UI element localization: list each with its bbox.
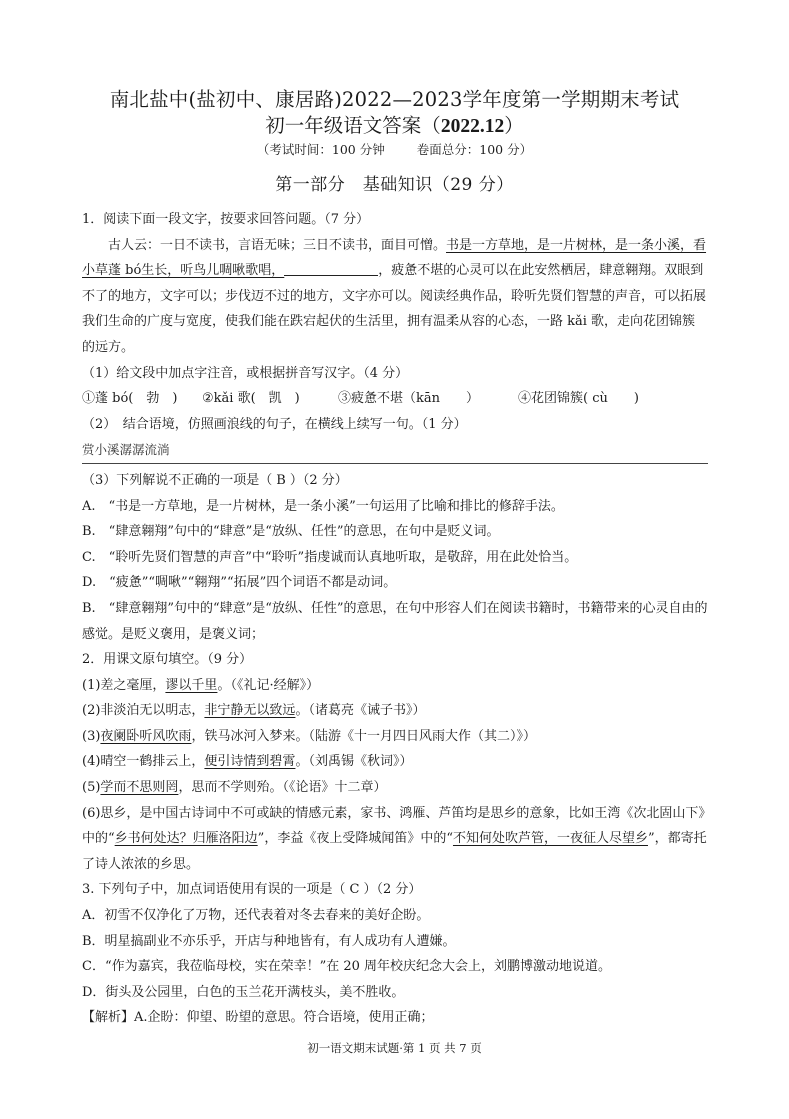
q1-passage-c: ，疲惫不堪的心灵可以在此安然栖居，肆意翱翔。双眼到不了的地方，文字可以；步伐迈不过的地方，文字亦可以。阅读经典作品，聆听先贤们智慧的声音，可以拓展我们生命的广度与宽度，使我们能在跌宕起伏的生活里，拥有温柔从容的心态，一路 kǎi 歌，走向花团锦簇的远方。 xyxy=(82,263,707,355)
q2-heading: 2．用课文原句填空。（9 分） xyxy=(82,652,253,668)
q1-sub1: （1）给文段中加点字注音，或根据拼音写汉字。（4 分） xyxy=(82,365,409,381)
q2-item-answer: 便引诗情到碧霄 xyxy=(204,754,296,770)
q1-sub1-answers xyxy=(82,386,708,412)
q1-option-explanation: B. “肆意翱翔”句中的“肆意”是“放纵、任性”的意思，在句中形容人们在阅读书籍时，书籍带来的心灵自由的感觉。是贬义褒用，是褒义词； xyxy=(82,600,708,642)
q3-answer: C xyxy=(349,882,360,898)
q2-item-answer: 学而不思则罔 xyxy=(100,780,179,796)
q1-sub2-answer: 赏小溪潺潺流淌 xyxy=(82,437,708,464)
page-subtitle xyxy=(0,110,789,138)
exam-time: （考试时间：100 分钟 xyxy=(256,142,385,157)
q2-item6-text: (6)思乡，是中国古诗词中不可或缺的情感元素，家书、鸿雁、芦笛均是思乡的意象，比如王湾《次北固山下》中的“ xyxy=(82,805,705,847)
q3-heading-prefix: 3. 下列句子中，加点词语使用有误的一项是（ xyxy=(82,882,346,898)
q1-sub1-item: ①蓬 bó( 勃 ) xyxy=(82,391,178,407)
q3-analysis: 【解析】A.企盼：仰望、盼望的意思。符合语境，使用正确； xyxy=(82,1010,434,1026)
q2-item-pre: (5) xyxy=(82,780,101,796)
q2-item xyxy=(82,724,708,750)
q1-sub2: （2） 结合语境，仿照画浪线的句子，在横线上续写一句。（1 分） xyxy=(82,416,467,432)
exam-score: 卷面总分：100 分） xyxy=(416,142,533,157)
page-footer: 初一语文期末试题·第 1 页 共 7 页 xyxy=(307,1041,482,1055)
q1-heading: 1．阅读下面一段文字，按要求回答问题。（7 分） xyxy=(82,212,370,227)
q2-item-post: ，铁马冰河入梦来。（陆游《十一月四日风雨大作（其二）》） xyxy=(191,728,536,744)
q2-item6-text: ”，李益《夜上受降城闻笛》中的“ xyxy=(257,831,453,847)
q1-sub3-suffix: ）（2 分） xyxy=(289,472,348,488)
q2-item-answer: 非宁静无以致远 xyxy=(204,703,296,719)
q1-sub1-item: ③疲惫不堪（kān ） xyxy=(338,391,480,407)
q1-sub3-answer: B xyxy=(276,472,286,488)
q1-sub1-item: ②kǎi 歌( 凯 ) xyxy=(202,391,300,407)
q1-option: D. “疲惫”“啁啾”“翱翔”“拓展”四个词语不都是动词。 xyxy=(82,575,397,591)
section-title: 第一部分 基础知识（29 分） xyxy=(275,175,514,195)
q2-item xyxy=(82,698,708,724)
q1-option: B. “肆意翱翔”句中的“肆意”是“放纵、任性”的意思，在句中是贬义词。 xyxy=(82,524,500,540)
q3-heading xyxy=(82,877,708,903)
q2-item-pre: (2)非淡泊无以明志， xyxy=(82,703,205,719)
q2-item-post: 。（《礼记·经解》） xyxy=(217,677,320,693)
q2-item-post: 。（刘禹锡《秋词》） xyxy=(295,754,413,770)
q3-option: B．明星搞副业不亦乐乎，开店与种地皆有，有人成功有人遭嫌。 xyxy=(82,933,456,949)
q2-item-pre: (3) xyxy=(82,728,101,744)
exam-info xyxy=(0,140,789,158)
q3-heading-suffix: ）（2 分） xyxy=(363,882,422,898)
q1-passage-wavy: 书是一方草地，是一片树林，是一条小溪，看小草蓬 bó生长，听鸟儿啁啾歌唱， xyxy=(82,237,707,279)
q2-item-post: ，思而不学则殆。（《论语》十二章） xyxy=(178,780,387,796)
q2-item-6 xyxy=(82,801,708,878)
q2-item6-answer: 不知何处吹芦管，一夜征人尽望乡 xyxy=(452,831,648,847)
q1-sub3-prefix: （3）下列解说不正确的一项是（ xyxy=(82,472,273,488)
q2-item xyxy=(82,775,708,801)
q1-passage xyxy=(82,233,708,361)
q2-item6-text: ”，都寄托了诗人浓浓的乡思。 xyxy=(82,831,707,872)
q2-item xyxy=(82,673,708,699)
content-body xyxy=(82,207,708,1031)
q1-sub3 xyxy=(82,468,708,494)
q2-item-pre: (4)晴空一鹤排云上， xyxy=(82,754,205,770)
subtitle-prefix: 初一年级语文答案（ xyxy=(265,114,441,137)
q2-item-post: 。（诸葛亮《诫子书》） xyxy=(295,703,426,719)
q2-item-answer: 夜阑卧听风吹雨 xyxy=(100,728,192,744)
q2-item-answer: 谬以千里 xyxy=(165,677,218,693)
q1-blank-line xyxy=(284,261,378,276)
q1-sub1-item: ④花团锦簇( cù ) xyxy=(518,391,639,407)
subtitle-date: 2022.12 xyxy=(440,116,505,137)
page-title: 南北盐中(盐初中、康居路)2022—2023学年度第一学期期末考试 xyxy=(109,88,680,111)
q1-option: A. “书是一方草地，是一片树林，是一条小溪”一句运用了比喻和排比的修辞手法。 xyxy=(82,498,564,514)
q3-option: D．街头及公园里，白色的玉兰花开满枝头，美不胜收。 xyxy=(82,984,405,1000)
q1-option: C. “聆听先贤们智慧的声音”中“聆听”指虔诚而认真地听取，是敬辞，用在此处恰当。 xyxy=(82,549,578,565)
q2-item6-answer: 乡书何处达？归雁洛阳边 xyxy=(114,831,258,847)
q2-item-pre: (1)差之毫厘， xyxy=(82,677,166,693)
q3-option: A．初雪不仅净化了万物，还代表着对冬去春来的美好企盼。 xyxy=(82,908,430,924)
subtitle-suffix: ） xyxy=(504,114,524,137)
q1-passage-a: 古人云：一日不读书，言语无味；三日不读书，面目可憎。 xyxy=(108,237,447,253)
q3-option: C．“作为嘉宾，我莅临母校，实在荣幸！”在 20 周年校庆纪念大会上，刘鹏博激动地说道。 xyxy=(82,959,612,975)
q2-item xyxy=(82,749,708,775)
